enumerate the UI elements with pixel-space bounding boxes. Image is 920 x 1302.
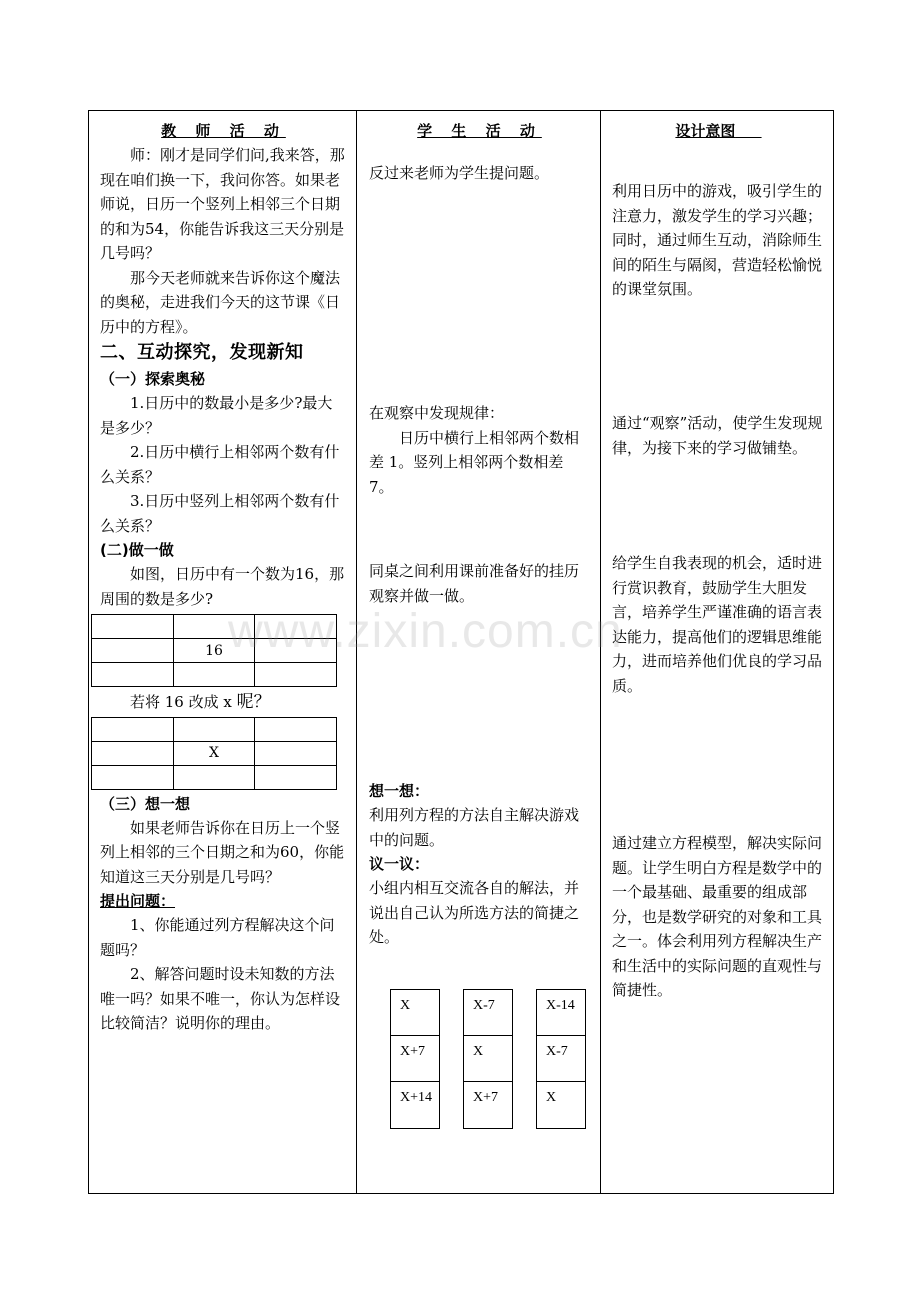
ask-question-1: 1、你能通过列方程解决这个问题吗？ — [100, 916, 335, 959]
student-observe-block — [369, 401, 591, 499]
calendar-grid-x — [91, 717, 337, 790]
change-to-x-text: 若将 16 改成 x — [130, 693, 237, 711]
student-text-3: 同桌之间利用课前准备好的挂历观察并做一做。 — [369, 562, 580, 605]
student-think-block — [369, 779, 591, 950]
number-box-3 — [536, 989, 586, 1129]
section-2-heading: 二、互动探究，发现新知 — [100, 342, 304, 363]
student-text-1: 反过来老师为学生提问题。 — [369, 164, 550, 182]
discuss-text: 小组内相互交流各自的解法，并说出自己认为所选方法的简捷之处。 — [369, 879, 580, 946]
lesson-plan-table — [88, 110, 834, 1194]
think-label: 想一想： — [369, 782, 430, 800]
box-cell: X-7 — [464, 990, 512, 1036]
design-text-3: 给学生自我表现的机会，适时进行赏识教育，鼓励学生大胆发言，培养学生严谨准确的语言表达能力，提高他们的逻辑思维能力，进而培养他们优良的学习品质。 — [612, 554, 823, 695]
design-text-1: 利用日历中的游戏，吸引学生的注意力，激发学生的学习兴趣；同时，通过师生互动，消除师生间的陌生与隔阂，营造轻松愉悦的课堂氛围。 — [612, 182, 823, 298]
change-to-x-suffix: 呢？ — [236, 692, 271, 712]
grid-center-cell: 16 — [173, 639, 255, 663]
question-1: 1.日历中的数最小是多少?最大是多少？ — [100, 394, 333, 437]
box-cell: X — [391, 990, 439, 1036]
student-activity-column — [356, 111, 600, 1193]
box-cell: X+14 — [400, 1090, 433, 1105]
box-cell: X — [546, 1090, 557, 1105]
teacher-paragraph-3: 如图，日历中有一个数为16，那周围的数是多少? — [100, 565, 345, 608]
subsection-explore-heading: （一）探索奥秘 — [100, 370, 206, 388]
teacher-activity-column — [89, 111, 356, 1193]
discuss-label: 议一议： — [369, 855, 430, 873]
box-cell: X+7 — [391, 1036, 439, 1082]
number-box-1 — [390, 989, 440, 1129]
ask-questions-label: 提出问题： — [100, 892, 176, 910]
box-cell: X — [464, 1036, 512, 1082]
subsection-think-heading: （三）想一想 — [100, 794, 191, 813]
observe-text: 日历中横行上相邻两个数相差 1。竖列上相邻两个数相差 7。 — [369, 428, 580, 496]
teacher-paragraph-1: 师：刚才是同学们问,我来答，那现在咱们换一下，我问你答。如果老师说，日历一个竖列上相邻三个日期的和为54，你能告诉我这三天分别是几号吗？ — [100, 146, 345, 262]
teacher-paragraph-5: 如果老师告诉你在日历上一个竖列上相邻的三个日期之和为60，你能知道这三天分别是几号吗？ — [100, 818, 345, 886]
question-3: 3.日历中竖列上相邻两个数有什么关系？ — [100, 492, 340, 535]
ask-question-2: 2、解答问题时设未知数的方法唯一吗？如果不唯一，你认为怎样设比较简洁？说明你的理由。 — [100, 965, 341, 1032]
box-cell: X-14 — [537, 990, 585, 1036]
teacher-paragraph-2: 那今天老师就来告诉你这个魔法的奥秘，走进我们今天的这节课《日历中的方程》。 — [100, 268, 341, 336]
teacher-paragraph-4 — [100, 690, 347, 715]
design-text-4: 通过建立方程模型，解决实际问题。让学生明白方程是数学中的一个最基础、最重要的组成部分，也是数学研究的对象和工具之一。体会利用列方程解决生产和生活中的实际问题的直观性与简捷性。 — [612, 834, 823, 999]
design-header: 设计意图 — [675, 122, 736, 140]
question-2: 2.日历中横行上相邻两个数有什么关系？ — [100, 443, 340, 486]
grid-center-cell: X — [173, 741, 255, 765]
think-text: 利用列方程的方法自主解决游戏中的问题。 — [369, 806, 580, 849]
watermark: www.zixin.com.cn — [228, 605, 623, 658]
number-box-2 — [463, 989, 513, 1129]
observe-label: 在观察中发现规律： — [369, 404, 505, 422]
teacher-header: 教 师 活 动 — [161, 122, 286, 140]
design-intent-column — [600, 111, 835, 1193]
subsection-do-heading: (二)做一做 — [100, 541, 174, 559]
box-cell: X-7 — [537, 1036, 585, 1082]
design-text-2: 通过“观察”活动，使学生发现规律，为接下来的学习做铺垫。 — [612, 414, 823, 457]
student-header: 学 生 活 动 — [417, 122, 542, 140]
box-cell: X+7 — [473, 1090, 499, 1105]
calendar-grid-16 — [91, 614, 337, 687]
